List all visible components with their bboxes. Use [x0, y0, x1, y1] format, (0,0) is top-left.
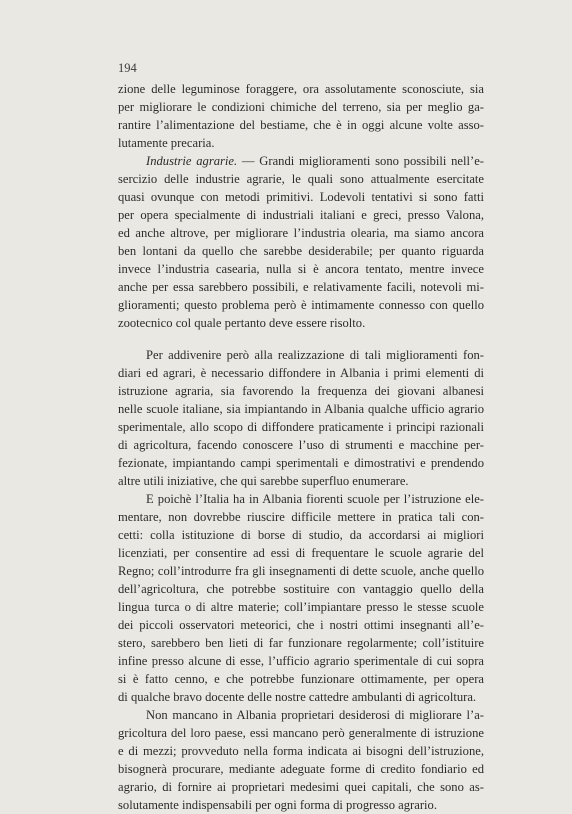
text-line [118, 152, 484, 170]
text-run: — Grandi miglioramenti sono possibili nell’e- [237, 154, 484, 168]
text-line: agrario, di fornire ai proprietari medesimi quei capitali, che sono as- [118, 780, 484, 794]
text-line: ed anche altrove, per migliorare l’industria olearia, ma siamo ancora [118, 226, 484, 240]
text-line: e di mezzi; provveduto nella forma indicata ai bisogni dell’istruzione, [118, 744, 484, 758]
text-line: di qualche bravo docente delle nostre cattedre ambulanti di agricoltura. [118, 690, 477, 704]
text-line: per migliorare le condizioni chimiche del terreno, sia per meglio ga- [118, 100, 484, 114]
paragraph-3 [118, 346, 484, 490]
text-line: gricoltura del loro paese, essi mancano però generalmente di istruzione [118, 726, 484, 740]
text-line: lutamente precaria. [118, 136, 215, 150]
paragraph-2 [118, 152, 484, 332]
text-line: dell’agricoltura, che potrebbe sostituire con vantaggio quello della [118, 582, 484, 596]
text-line: rantire l’alimentazione del bestiame, che è in oggi alcune volte asso- [118, 118, 484, 132]
paragraph-4 [118, 490, 484, 706]
text-line: licenziati, per consentire ad essi di frequentare le scuole agrarie del [118, 546, 484, 560]
text-line: cetti: colla istituzione di borse di studio, da accordarsi ai migliori [118, 528, 484, 542]
text-line: fezionate, impiantando campi sperimentali e dimostrativi e prendendo [118, 456, 484, 470]
text-line: Per addivenire però alla realizzazione di tali miglioramenti fon- [146, 348, 484, 362]
text-line: istruzione agraria, sia favorendo la frequenza dei giovani albanesi [118, 384, 484, 398]
text-line: E poichè l’Italia ha in Albania fiorenti scuole per l’istruzione ele- [146, 492, 484, 506]
text-line: mentare, non dovrebbe riuscire difficile mettere in pratica tali con- [118, 510, 484, 524]
paragraph-1 [118, 80, 484, 152]
page-number: 194 [118, 61, 137, 75]
text-line: solutamente indispensabili per ogni forma di progresso agrario. [118, 798, 437, 812]
paragraph-5 [118, 706, 484, 814]
text-line: dei piccoli osservatori meteorici, che i nostri ottimi insegnanti all’e- [118, 618, 484, 632]
text-line: anche per essa sarebbero possibili, e relativamente facili, notevoli mi- [118, 280, 484, 294]
text-line: nelle scuole italiane, sia impiantando in Albania qualche ufficio agrario [118, 402, 484, 416]
text-line: di agricoltura, facendo conoscere l’uso di strumenti e macchine per- [118, 438, 484, 452]
text-line: bisognerà procurare, mediante adeguate forme di credito fondiario ed [118, 762, 484, 776]
text-line: sercizio delle industrie agrarie, le quali sono attualmente esercitate [118, 172, 484, 186]
text-line: zione delle leguminose foraggere, ora assolutamente sconosciute, sia [118, 82, 484, 96]
text-line: ben lontani da quello che sarebbe desiderabile; per quanto riguarda [118, 244, 484, 258]
body-text [118, 80, 484, 814]
text-line: Regno; coll’introdurre fra gli insegnamenti di dette scuole, anche quello [118, 564, 484, 578]
text-line: invece l’industria casearia, nulla si è ancora tentato, mentre invece [118, 262, 484, 276]
text-line: si è fatto cenno, e che potrebbe funzionare ottimamente, per opera [118, 672, 484, 686]
text-line: stero, sarebbero ben lieti di far funzionare regolarmente; coll’istituire [118, 636, 484, 650]
section-heading: Industrie agrarie. [146, 154, 238, 168]
text-line: infine presso alcune di esse, l’ufficio agrario sperimentale di cui sopra [118, 654, 484, 668]
text-line: glioramenti; questo problema però è intimamente connesso con quello [118, 298, 484, 312]
text-line: zootecnico col quale pertanto deve essere risolto. [118, 316, 366, 330]
paragraph-gap [118, 332, 484, 346]
text-line: altre utili iniziative, che qui sarebbe superfluo enumerare. [118, 474, 409, 488]
text-line: Non mancano in Albania proprietari desiderosi di migliorare l’a- [146, 708, 484, 722]
text-line: per opera specialmente di industriali italiani e greci, presso Valona, [118, 208, 484, 222]
text-line: lingua turca o di altre materie; coll’impiantare presso le stesse scuole [118, 600, 484, 614]
text-line: sperimentale, allo scopo di diffondere praticamente i principi razionali [118, 420, 484, 434]
text-line: quasi ovunque con metodi primitivi. Lodevoli tentativi si sono fatti [118, 190, 484, 204]
text-line: diari ed agrari, è necessario diffondere in Albania i primi elementi di [118, 366, 484, 380]
